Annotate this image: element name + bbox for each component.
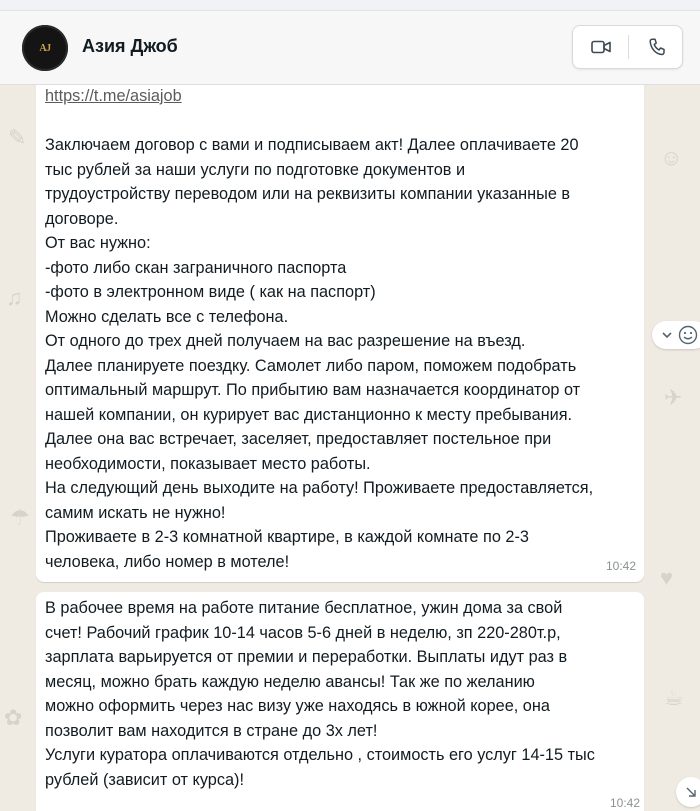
video-camera-icon	[591, 40, 611, 54]
wallpaper-doodle: ✿	[4, 705, 23, 730]
avatar[interactable]	[22, 25, 68, 71]
message-body	[45, 85, 635, 574]
incoming-message[interactable]	[36, 592, 644, 811]
wallpaper-doodle: ✈	[664, 385, 683, 410]
call-buttons-group	[572, 25, 683, 69]
message-list[interactable]	[0, 85, 700, 811]
wallpaper-doodle: ✎	[8, 125, 27, 150]
message-text: В рабочее время на работе питание бесплатное, ужин дома за свой счет! Рабочий график 10-14 часов 5-6 дней в неделю, зп 220-280т.р, зарплата варьируется от премии и переработки. Выплаты идут раз в месяц, можно брать каждую неделю авансы! Так же по желанию можно оформить через нас визу уже находясь в южной корее, она позволит вам находится в стране до 3х лет! Услуги куратора оплачиваются отдельно , стоимость его услуг 14-15 тыс рублей (зависит от курса)!	[45, 599, 595, 789]
avatar-logo-text: AJ	[39, 42, 51, 54]
chat-title[interactable]: Азия Джоб	[82, 36, 178, 56]
phone-icon	[649, 38, 665, 56]
incoming-message[interactable]	[36, 85, 644, 582]
chat-header	[0, 11, 700, 85]
message-text: Заключаем договор с вами и подписываем акт! Далее оплачиваете 20 тыс рублей за наши услуги по подготовке документов и трудоустройству переводом или на реквизиты компании указанные в договоре. От вас нужно: -фото либо скан заграничного паспорта -фото в электронном виде ( как на паспорт) Можно сделать все с телефона. От одного до трех дней получаем на вас разрешение на въезд. Далее планируете поездку. Самолет либо паром, поможем подобрать оптимальный маршрут. По прибытию вам назначается координатор от нашей компании, он курирует вас дистанционно к месту пребывания. Далее она вас встречает, заселяет, предоставляет постельное при необходимости, показывает место работы. На следующий день выходите на работу! Проживаете предоставляется, самим искать не нужно! Проживаете в 2-3 комнатной квартире, в каждой комнате по 2-3 человека, либо номер в мотеле!	[45, 136, 594, 571]
wallpaper-doodle: ☕	[664, 685, 684, 710]
message-actions-button[interactable]	[652, 321, 700, 349]
window-top-strip	[0, 0, 700, 11]
message-time: 10:42	[609, 796, 640, 810]
wallpaper-doodle: ♫	[6, 285, 23, 310]
wallpaper-doodle: ☺	[660, 145, 683, 170]
chevron-down-icon	[662, 332, 672, 339]
message-time: 10:42	[605, 559, 636, 573]
scroll-down-button[interactable]	[676, 777, 700, 807]
voice-call-button[interactable]	[629, 26, 684, 68]
smiley-icon	[678, 325, 698, 345]
wallpaper-doodle: ♥	[660, 565, 674, 590]
corner-arrow-icon	[685, 786, 697, 798]
wallpaper-doodle: ☂	[10, 505, 30, 530]
message-link[interactable]: https://t.me/asiajob	[45, 87, 182, 105]
video-call-button[interactable]	[573, 26, 628, 68]
